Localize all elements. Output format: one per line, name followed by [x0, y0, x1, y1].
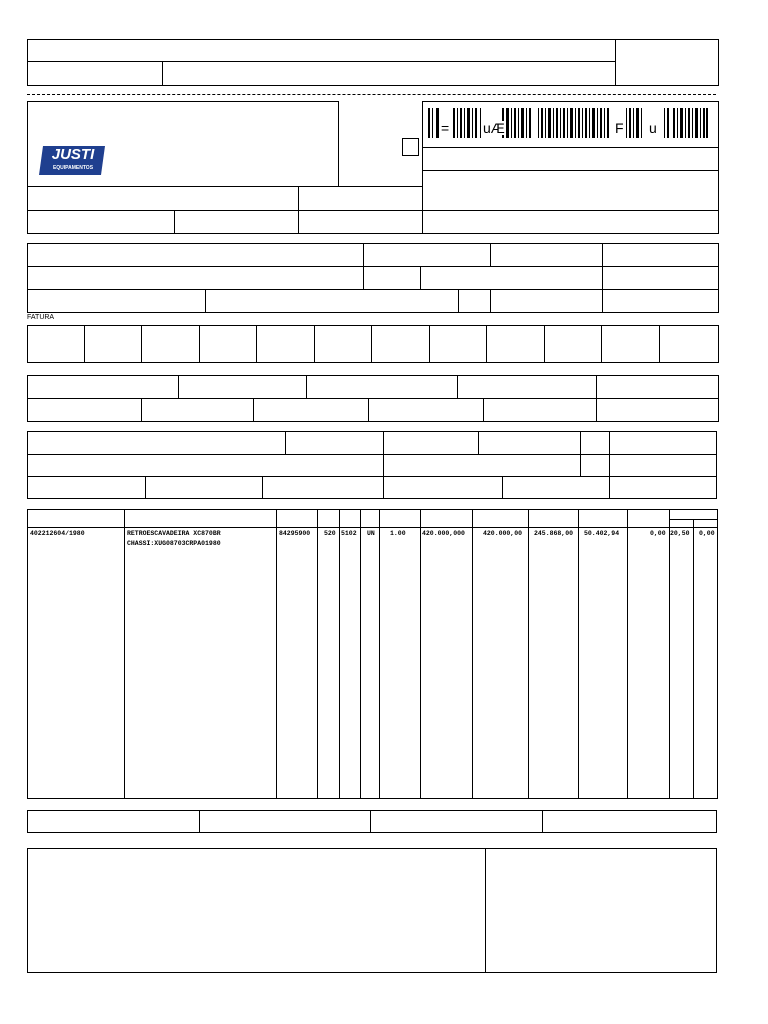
recipient-hline-2 — [27, 289, 719, 290]
tax-calc-hline — [27, 398, 719, 399]
fatura-box — [27, 325, 719, 363]
item-unit: UN — [367, 530, 375, 537]
item-description-1: RETROESCAVADEIRA XC870BR — [127, 530, 221, 537]
transport-v7 — [262, 476, 263, 499]
col-6 — [379, 509, 380, 799]
item-unit-value: 420.000,000 — [422, 530, 465, 537]
fatura-v1 — [84, 325, 85, 363]
fatura-v8 — [486, 325, 487, 363]
col-10 — [578, 509, 579, 799]
receipt-divider-2 — [162, 61, 163, 86]
tax-v6 — [253, 398, 254, 422]
recipient-v2 — [490, 243, 491, 267]
state-reg-divider-3 — [422, 210, 423, 234]
fatura-v9 — [544, 325, 545, 363]
receipt-hline — [27, 61, 616, 62]
transport-box — [27, 431, 717, 499]
products-header-line — [27, 527, 718, 528]
transport-v2 — [383, 431, 384, 499]
col-2 — [276, 509, 277, 799]
additional-data-divider — [485, 848, 486, 973]
tax-v5 — [141, 398, 142, 422]
tax-v2 — [306, 375, 307, 399]
state-reg-divider-2 — [298, 210, 299, 234]
barcode-graphic — [428, 108, 708, 138]
transport-v6 — [145, 476, 146, 499]
access-key-box — [422, 147, 719, 171]
transport-v1 — [285, 431, 286, 455]
fatura-v10 — [601, 325, 602, 363]
transport-hline-2 — [27, 476, 717, 477]
consult-box — [422, 170, 719, 211]
item-cst: 520 — [324, 530, 336, 537]
barcode-glyph-1: = — [441, 120, 450, 136]
cut-line — [27, 94, 716, 95]
col-11 — [627, 509, 628, 799]
item-icms-rate: 20,50 — [670, 530, 690, 537]
item-total-value: 420.000,00 — [483, 530, 523, 537]
state-reg-row — [27, 210, 719, 234]
barcode-glyph-4: u — [649, 120, 657, 136]
fatura-v4 — [256, 325, 257, 363]
item-quantity: 1.00 — [390, 530, 406, 537]
col-8 — [472, 509, 473, 799]
fatura-v2 — [141, 325, 142, 363]
entry-exit-checkbox[interactable] — [402, 138, 419, 156]
logo-subtext: EQUIPAMENTOS — [52, 165, 94, 171]
tax-v8 — [483, 398, 484, 422]
col-3 — [317, 509, 318, 799]
item-description-2: CHASSI:XUG08703CRPA01980 — [127, 540, 221, 547]
item-bc-icms: 245.868,00 — [534, 530, 574, 537]
tax-v3 — [457, 375, 458, 399]
additional-data-box — [27, 848, 717, 973]
issqn-v2 — [370, 810, 371, 833]
fatura-v7 — [429, 325, 430, 363]
transport-v5 — [609, 431, 610, 499]
transport-v8 — [502, 476, 503, 499]
logo-text: JUSTI — [51, 146, 95, 163]
item-icms-value: 50.402,94 — [584, 530, 620, 537]
item-ipi-value: 0,00 — [650, 530, 666, 537]
item-cfop: 5102 — [341, 530, 357, 537]
transport-hline-1 — [27, 454, 717, 455]
issqn-v1 — [199, 810, 200, 833]
recipient-v3 — [602, 243, 603, 313]
barcode-glyph-2: uÆ — [483, 120, 505, 136]
col-5 — [360, 509, 361, 799]
state-reg-divider-1 — [174, 210, 175, 234]
nature-operation-box — [27, 186, 423, 211]
item-ncm: 84295900 — [279, 530, 311, 537]
transport-v3 — [478, 431, 479, 455]
col-7 — [420, 509, 421, 799]
fatura-label: FATURA — [27, 314, 55, 321]
tax-v1 — [178, 375, 179, 399]
recipient-v7 — [490, 289, 491, 313]
col-9 — [528, 509, 529, 799]
tax-v7 — [368, 398, 369, 422]
col-13 — [693, 519, 694, 799]
tax-v4 — [596, 375, 597, 422]
products-table — [27, 509, 718, 799]
nature-divider — [298, 186, 299, 211]
item-ipi-rate: 0,00 — [699, 530, 715, 537]
fatura-v5 — [314, 325, 315, 363]
recipient-v5 — [205, 289, 206, 313]
fatura-v3 — [199, 325, 200, 363]
recipient-hline-1 — [27, 266, 719, 267]
receipt-divider — [615, 39, 616, 86]
col-12 — [669, 509, 670, 799]
fatura-v6 — [371, 325, 372, 363]
recipient-v4 — [420, 266, 421, 290]
recipient-v6 — [458, 289, 459, 313]
recipient-box — [27, 243, 719, 313]
fatura-v11 — [659, 325, 660, 363]
col-1 — [124, 509, 125, 799]
issqn-box — [27, 810, 717, 833]
issqn-v3 — [542, 810, 543, 833]
recipient-v1 — [363, 243, 364, 290]
transport-v4 — [580, 431, 581, 477]
item-code: 402212604/1980 — [30, 530, 85, 537]
barcode-glyph-3: F — [615, 120, 624, 136]
col-4 — [339, 509, 340, 799]
